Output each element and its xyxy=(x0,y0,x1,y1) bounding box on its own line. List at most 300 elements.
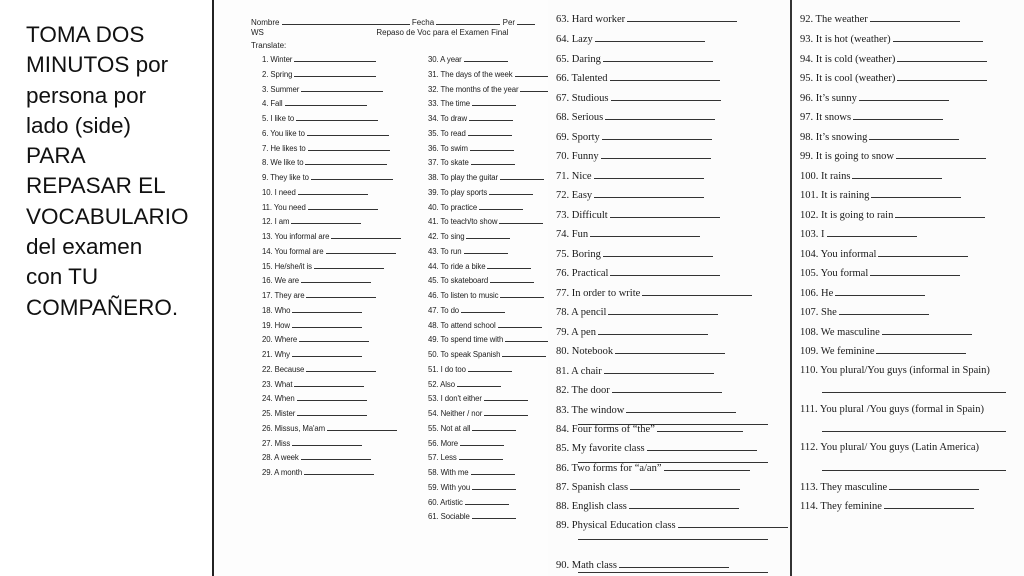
vocab-item-label: 51. I do too xyxy=(428,364,466,374)
vocab-item-label: 99. It is going to snow xyxy=(800,151,894,162)
vocab-item xyxy=(428,68,552,79)
vocab-item-label: 34. To draw xyxy=(428,114,468,123)
vocab-item xyxy=(556,33,705,45)
instruction-line: del examen xyxy=(26,234,143,260)
vocab-item xyxy=(428,319,542,330)
vocab-item xyxy=(428,348,546,359)
vocab-item xyxy=(556,53,713,65)
vocab-item xyxy=(800,72,987,84)
vocab-item-answer-line xyxy=(610,72,720,81)
slide-instructions xyxy=(26,20,211,323)
vocab-item-answer-line xyxy=(306,289,376,298)
vocab-item-label: 23. What xyxy=(262,379,293,389)
worksheet-header xyxy=(251,16,551,51)
vocab-item-answer-line xyxy=(331,230,401,239)
vocab-item-answer-line xyxy=(471,466,515,475)
vocab-item xyxy=(800,150,986,162)
page-divider xyxy=(790,0,792,576)
vocab-item-answer-line xyxy=(893,33,983,42)
vocab-item xyxy=(262,437,362,448)
vocab-item-answer-line xyxy=(611,92,721,101)
vocab-item-answer-line xyxy=(306,363,376,372)
vocab-item-label: 69. Sporty xyxy=(556,132,600,143)
vocab-item-answer-line xyxy=(629,500,739,509)
vocab-item xyxy=(800,92,949,104)
vocab-item xyxy=(428,392,528,403)
vocab-item xyxy=(262,230,401,241)
vocab-item-answer-line xyxy=(484,407,528,416)
answer-line xyxy=(822,470,1006,471)
vocab-item-label: 5. I like to xyxy=(262,114,295,123)
vocab-item xyxy=(800,248,968,260)
vocab-item xyxy=(556,442,757,454)
vocab-item xyxy=(428,201,523,212)
fecha-label: Fecha xyxy=(411,18,435,27)
vocab-item xyxy=(556,365,714,377)
nombre-label: Nombre xyxy=(251,18,280,27)
vocab-item-label: 97. It snows xyxy=(800,112,852,123)
vocab-item xyxy=(556,72,720,84)
vocab-item xyxy=(428,422,516,433)
vocab-item-answer-line xyxy=(603,53,713,62)
vocab-item xyxy=(428,451,503,462)
vocab-item-label: 16. We are xyxy=(262,276,299,286)
vocab-item-answer-line xyxy=(301,83,383,92)
vocab-item-answer-line xyxy=(876,345,966,354)
vocab-item xyxy=(556,500,739,512)
vocab-item xyxy=(262,407,367,418)
vocab-item-label: 24. When xyxy=(262,394,295,404)
vocab-item-label: 1. Winter xyxy=(262,55,293,64)
vocab-item-label: 72. Easy xyxy=(556,190,593,201)
vocab-item xyxy=(556,170,704,182)
vocab-item xyxy=(262,363,376,374)
vocab-item xyxy=(800,13,960,25)
vocab-item xyxy=(262,348,362,359)
vocab-item xyxy=(428,97,516,108)
vocab-item-label: 65. Daring xyxy=(556,54,601,65)
vocab-item-label: 109. We feminine xyxy=(800,346,875,357)
vocab-item xyxy=(262,451,371,462)
vocab-item-answer-line xyxy=(897,72,987,81)
vocab-item xyxy=(556,404,736,416)
vocab-item-label: 50. To speak Spanish xyxy=(428,350,501,359)
vocab-item-answer-line xyxy=(292,319,362,328)
vocab-item-label: 57. Less xyxy=(428,453,457,463)
vocab-item-answer-line xyxy=(468,363,512,372)
vocab-item-label: 64. Lazy xyxy=(556,34,593,45)
vocab-item xyxy=(428,333,549,344)
worksheet-title: Repaso de Voc para el Examen Final xyxy=(376,28,509,37)
vocab-item xyxy=(556,306,718,318)
vocab-item-label: 4. Fall xyxy=(262,99,283,109)
vocab-item-answer-line xyxy=(292,304,362,313)
vocab-item-answer-line xyxy=(839,306,929,315)
vocab-item-label: 104. You informal xyxy=(800,249,877,260)
vocab-item-label: 89. Physical Education class xyxy=(556,520,676,531)
vocab-item-answer-line xyxy=(297,392,367,401)
vocab-item xyxy=(428,215,543,226)
vocab-item-answer-line xyxy=(294,378,364,387)
vocab-item-answer-line xyxy=(301,451,371,460)
vocab-item-label: 30. A year xyxy=(428,55,462,64)
vocab-item-label: 70. Funny xyxy=(556,151,599,162)
vocab-item-answer-line xyxy=(314,260,384,269)
vocab-item-answer-line xyxy=(292,437,362,446)
vocab-item-answer-line xyxy=(327,422,397,431)
vocab-item-label: 18. Who xyxy=(262,305,291,315)
vocab-item-answer-line xyxy=(469,112,513,121)
vocab-item xyxy=(262,319,362,330)
vocab-item-answer-line xyxy=(500,289,544,298)
vocab-item-label: 41. To teach/to show xyxy=(428,217,498,227)
vocab-item xyxy=(800,287,925,299)
vocab-item xyxy=(262,53,376,64)
vocab-item-label: 13. You informal are xyxy=(262,232,330,241)
instruction-line: PARA xyxy=(26,143,86,169)
vocab-item xyxy=(800,189,961,201)
vocab-item xyxy=(428,186,533,197)
vocab-item-label: 21. Why xyxy=(262,350,290,359)
vocab-item-answer-line xyxy=(642,287,752,296)
instruction-line: MINUTOS por xyxy=(26,52,169,78)
vocab-item xyxy=(262,422,397,433)
vocab-item-label: 83. The window xyxy=(556,405,625,416)
header-name-row xyxy=(251,16,551,28)
vocab-item-label: 33. The time xyxy=(428,99,470,109)
vocab-item-answer-line xyxy=(664,462,750,471)
vocab-item-label: 78. A pencil xyxy=(556,307,607,318)
vocab-item-label: 8. We like to xyxy=(262,158,304,168)
vocab-item-label: 113. They masculine xyxy=(800,482,888,493)
vocab-item-label: 87. Spanish class xyxy=(556,482,629,493)
vocab-item-answer-line xyxy=(472,422,516,431)
vocab-item xyxy=(556,13,737,25)
vocab-item xyxy=(556,248,713,260)
vocab-item xyxy=(262,333,369,344)
vocab-item-answer-line xyxy=(869,131,959,140)
vocab-item-answer-line xyxy=(459,451,503,460)
vocab-item xyxy=(800,345,966,357)
vocab-item-answer-line xyxy=(878,248,968,257)
vocab-item-answer-line xyxy=(870,13,960,22)
vocab-item-answer-line xyxy=(499,215,543,224)
vocab-item-answer-line xyxy=(487,260,531,269)
vocab-item-answer-line xyxy=(484,392,528,401)
vocab-item xyxy=(800,33,983,45)
vocab-item-label: 76. Practical xyxy=(556,268,609,279)
vocab-item-label: 42. To sing xyxy=(428,232,465,241)
vocab-item-answer-line xyxy=(294,68,376,77)
vocab-item-label: 106. He xyxy=(800,288,834,299)
vocab-item-answer-line xyxy=(498,319,542,328)
vocab-item-answer-line xyxy=(615,345,725,354)
vocab-item xyxy=(428,112,513,123)
vocab-item-label: 11. You need xyxy=(262,202,306,212)
vocab-item-label: 79. A pen xyxy=(556,327,596,338)
vocab-item-answer-line xyxy=(301,274,371,283)
vocab-item-answer-line xyxy=(297,407,367,416)
vocab-item-answer-line xyxy=(602,131,712,140)
instruction-line: con TU xyxy=(26,264,99,290)
vocab-item-answer-line xyxy=(502,348,546,357)
header-title-row xyxy=(251,28,551,38)
per-label: Per xyxy=(502,18,516,27)
vocab-item-label: 19. How xyxy=(262,320,290,330)
vocab-item-answer-line xyxy=(460,437,504,446)
answer-line xyxy=(578,424,768,425)
vocab-item-answer-line xyxy=(895,209,985,218)
vocab-item xyxy=(800,170,942,182)
vocab-item-label: 15. He/she/it is xyxy=(262,261,312,271)
answer-line xyxy=(822,431,1006,432)
vocab-item-label: 20. Where xyxy=(262,335,298,345)
vocab-item-label: 14. You formal are xyxy=(262,246,324,256)
vocab-item xyxy=(800,500,974,512)
vocab-item-label: 12. I am xyxy=(262,217,290,227)
vocab-item-label: 10. I need xyxy=(262,187,296,197)
vocab-item-answer-line xyxy=(291,215,361,224)
vocab-item xyxy=(556,111,715,123)
vocab-item-answer-line xyxy=(827,228,917,237)
vocab-item xyxy=(428,171,544,182)
vocab-item xyxy=(428,481,516,492)
vocab-item-label: 107. She xyxy=(800,307,837,318)
vocab-item-answer-line xyxy=(590,228,700,237)
vocab-item-label: 3. Summer xyxy=(262,84,300,94)
vocab-item-label: 59. With you xyxy=(428,482,471,492)
vocab-item xyxy=(262,112,378,123)
vocab-item xyxy=(428,83,552,94)
vocab-item xyxy=(556,481,740,493)
vocab-item-label: 32. The months of the year xyxy=(428,84,519,94)
vocab-item-label: 7. He likes to xyxy=(262,143,306,153)
vocab-item xyxy=(800,228,917,240)
vocab-item xyxy=(262,83,383,94)
vocab-item xyxy=(262,245,396,256)
vocab-item-answer-line xyxy=(619,559,729,568)
vocab-item xyxy=(800,365,990,376)
vocab-item-answer-line xyxy=(610,209,720,218)
vocab-item-answer-line xyxy=(603,248,713,257)
vocab-item xyxy=(556,462,750,474)
vocab-item-answer-line xyxy=(852,170,942,179)
vocab-item-label: 80. Notebook xyxy=(556,346,614,357)
vocab-item-label: 55. Not at all xyxy=(428,423,471,433)
worksheet-page-1 xyxy=(212,0,552,576)
vocab-item-label: 38. To play the guitar xyxy=(428,173,499,182)
vocab-item xyxy=(428,496,509,507)
vocab-item-answer-line xyxy=(835,287,925,296)
vocab-item-answer-line xyxy=(605,111,715,120)
vocab-item-label: 43. To run xyxy=(428,246,462,256)
vocab-item xyxy=(428,289,544,300)
vocab-item-label: 37. To skate xyxy=(428,158,469,168)
vocab-item-answer-line xyxy=(471,156,515,165)
vocab-item xyxy=(800,209,985,221)
vocab-item-answer-line xyxy=(871,189,961,198)
vocab-item-answer-line xyxy=(307,127,389,136)
vocab-item xyxy=(556,345,725,357)
vocab-item-label: 71. Nice xyxy=(556,171,592,182)
vocab-item-answer-line xyxy=(466,230,510,239)
vocab-item xyxy=(800,131,959,143)
vocab-item xyxy=(556,228,700,240)
vocab-item-label: 84. Four forms of “the” xyxy=(556,424,655,435)
vocab-item-label: 74. Fun xyxy=(556,229,589,240)
vocab-item-answer-line xyxy=(859,92,949,101)
vocab-item-label: 66. Talented xyxy=(556,73,608,84)
vocab-item-label: 17. They are xyxy=(262,291,305,300)
vocab-item-answer-line xyxy=(595,33,705,42)
vocab-item-answer-line xyxy=(304,466,374,475)
instruction-line: persona por xyxy=(26,82,147,108)
vocab-item-answer-line xyxy=(326,245,396,254)
vocab-item-answer-line xyxy=(608,306,718,315)
vocab-item-answer-line xyxy=(296,112,378,121)
vocab-item-answer-line xyxy=(500,171,544,180)
vocab-item-label: 6. You like to xyxy=(262,128,305,138)
vocab-item xyxy=(262,304,362,315)
vocab-item-label: 44. To ride a bike xyxy=(428,261,486,271)
vocab-item xyxy=(262,378,364,389)
vocab-item xyxy=(262,201,378,212)
vocab-item-label: 45. To skateboard xyxy=(428,276,489,286)
vocab-item-answer-line xyxy=(298,186,368,195)
vocab-item-answer-line xyxy=(601,150,711,159)
vocab-item-label: 77. In order to write xyxy=(556,288,641,299)
vocab-item-answer-line xyxy=(515,68,552,77)
vocab-item xyxy=(428,378,501,389)
vocab-item xyxy=(428,363,512,374)
vocab-item-answer-line xyxy=(594,170,704,179)
instruction-line: COMPAÑERO. xyxy=(26,294,179,320)
answer-line xyxy=(822,392,1006,393)
vocab-item xyxy=(556,287,752,299)
vocab-item xyxy=(428,142,514,153)
vocab-item xyxy=(556,131,712,143)
vocab-item-label: 35. To read xyxy=(428,128,466,138)
vocab-item xyxy=(428,260,531,271)
vocab-item-answer-line xyxy=(889,481,979,490)
vocab-item-answer-line xyxy=(305,156,387,165)
vocab-item-label: 2. Spring xyxy=(262,69,293,79)
vocab-item-label: 108. We masculine xyxy=(800,327,880,338)
vocab-item xyxy=(556,150,711,162)
vocab-item-answer-line xyxy=(505,333,549,342)
vocab-item-answer-line xyxy=(897,53,987,62)
vocab-item xyxy=(556,209,720,221)
vocab-item xyxy=(556,92,721,104)
vocab-item-answer-line xyxy=(896,150,986,159)
vocab-item-label: 82. The door xyxy=(556,385,610,396)
vocab-item-answer-line xyxy=(457,378,501,387)
vocab-item xyxy=(428,127,512,138)
vocab-item-label: 36. To swim xyxy=(428,143,468,153)
vocab-item xyxy=(262,392,367,403)
vocab-item-label: 102. It is going to rain xyxy=(800,210,894,221)
vocab-item xyxy=(800,53,987,65)
vocab-item-answer-line xyxy=(285,97,367,106)
vocab-item-answer-line xyxy=(489,186,533,195)
vocab-item-label: 88. English class xyxy=(556,501,627,512)
vocab-item-answer-line xyxy=(461,304,505,313)
vocab-item-label: 22. Because xyxy=(262,364,305,374)
vocab-item xyxy=(262,274,371,285)
vocab-item-label: 39. To play sports xyxy=(428,187,488,197)
vocab-item xyxy=(262,142,390,153)
vocab-item-label: 47. To do xyxy=(428,305,460,315)
worksheet-page-2 xyxy=(548,0,1024,576)
vocab-item xyxy=(262,171,393,182)
vocab-item-answer-line xyxy=(292,348,362,357)
vocab-item-label: 92. The weather xyxy=(800,14,868,25)
vocab-item xyxy=(262,466,374,477)
vocab-item xyxy=(262,68,376,79)
vocab-item xyxy=(556,326,708,338)
vocab-item-answer-line xyxy=(308,201,378,210)
instruction-line: lado (side) xyxy=(26,112,132,138)
vocab-item-answer-line xyxy=(627,13,737,22)
vocab-item-answer-line xyxy=(594,189,704,198)
vocab-item xyxy=(428,466,515,477)
answer-line xyxy=(578,539,768,540)
vocab-item-label: 94. It is cold (weather) xyxy=(800,54,896,65)
vocab-item xyxy=(262,97,367,108)
vocab-item-answer-line xyxy=(472,97,516,106)
vocab-item xyxy=(428,304,505,315)
vocab-item-answer-line xyxy=(299,333,369,342)
vocab-item-label: 26. Missus, Ma'am xyxy=(262,423,326,433)
vocab-item xyxy=(262,127,389,138)
vocab-item-label: 93. It is hot (weather) xyxy=(800,34,891,45)
vocab-item-label: 90. Math class xyxy=(556,560,617,571)
vocab-item-label: 101. It is raining xyxy=(800,190,870,201)
vocab-item xyxy=(800,326,972,338)
vocab-item-answer-line xyxy=(882,326,972,335)
vocab-item xyxy=(556,384,722,396)
ws-label: WS xyxy=(251,28,264,37)
vocab-item xyxy=(428,53,508,64)
vocab-item xyxy=(556,267,720,279)
vocab-item-label: 75. Boring xyxy=(556,249,601,260)
vocab-item-label: 81. A chair xyxy=(556,366,602,377)
vocab-item-answer-line xyxy=(598,326,708,335)
vocab-item xyxy=(262,156,387,167)
vocab-item-answer-line xyxy=(479,201,523,210)
vocab-item-label: 29. A month xyxy=(262,468,303,477)
vocab-item-label: 68. Serious xyxy=(556,112,604,123)
vocab-item-label: 61. Sociable xyxy=(428,512,470,522)
vocab-item-label: 58. With me xyxy=(428,468,469,477)
vocab-item xyxy=(428,156,515,167)
vocab-item-answer-line xyxy=(472,481,516,490)
vocab-item-label: 110. You plural/You guys (informal in Spain) xyxy=(800,365,990,376)
vocab-item-label: 52. Also xyxy=(428,379,455,389)
vocab-item-answer-line xyxy=(472,510,516,519)
vocab-item xyxy=(262,289,376,300)
vocab-item-label: 103. I xyxy=(800,229,825,240)
vocab-item-label: 67. Studious xyxy=(556,93,609,104)
vocab-item-answer-line xyxy=(311,171,393,180)
vocab-item xyxy=(556,559,729,571)
answer-line xyxy=(578,462,768,463)
vocab-item-answer-line xyxy=(604,365,714,374)
vocab-item-label: 31. The days of the week xyxy=(428,69,513,79)
vocab-item-answer-line xyxy=(464,53,508,62)
vocab-item-answer-line xyxy=(612,384,722,393)
vocab-item xyxy=(428,407,528,418)
